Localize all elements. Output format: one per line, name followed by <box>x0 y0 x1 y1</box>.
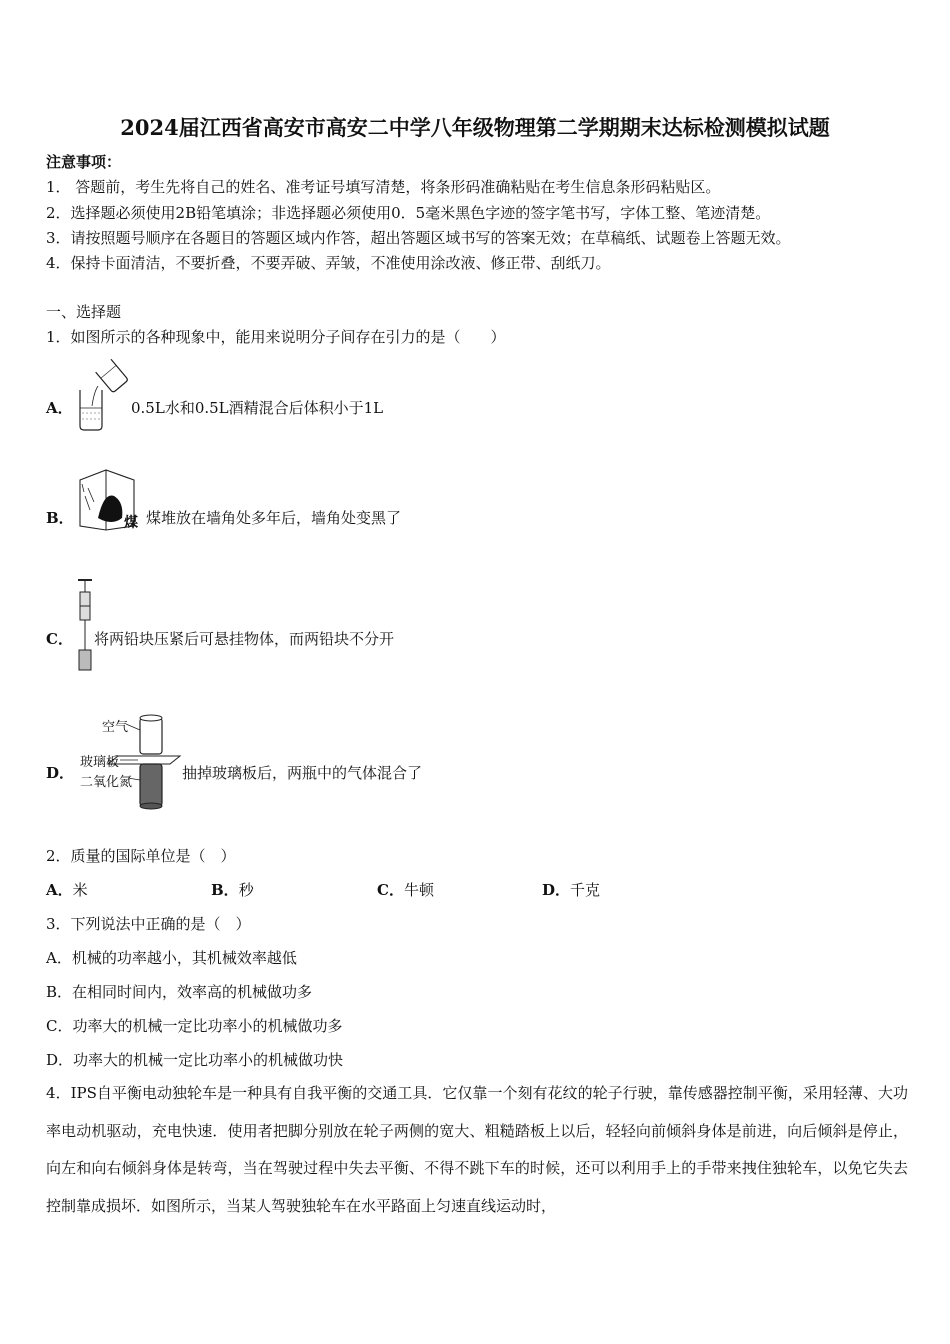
section-heading: 一、选择题 <box>46 303 122 321</box>
q2-option-d-text: 千克 <box>570 881 601 899</box>
notice-item: 1． 答题前，考生先将自己的姓名、准考证号填写清楚，将条形码准确粘贴在考生信息条形码粘贴区。 <box>46 178 721 196</box>
q2-stem: 2．质量的国际单位是（ ） <box>46 847 236 865</box>
coal-label: 煤 <box>124 515 138 531</box>
q2-option-d <box>542 879 600 900</box>
q2-option-c-text: 牛顿 <box>403 881 434 899</box>
notice-item: 3．请按照题号顺序在各题目的答题区域内作答，超出答题区域书写的答案无效；在草稿纸、试题卷上答题无效。 <box>46 229 791 247</box>
q2-option-a-label: A． <box>46 881 73 899</box>
q3-stem: 3．下列说法中正确的是（ ） <box>46 915 251 933</box>
fig-label-glass-plate: 玻璃板 <box>80 755 120 770</box>
q3-option-d: D．功率大的机械一定比功率小的机械做功快 <box>46 1051 344 1069</box>
q3-option-b: B．在相同时间内，效率高的机械做功多 <box>46 983 313 1001</box>
beaker-pouring-figure <box>74 358 134 434</box>
q1-option-b-label: B． <box>46 509 74 527</box>
q1-option-a-label: A． <box>46 399 73 417</box>
q1-option-c-label: C． <box>46 630 73 648</box>
notice-heading: 注意事项： <box>46 153 122 171</box>
q1-option-b-text: 煤堆放在墙角处多年后，墙角处变黑了 <box>146 509 402 527</box>
q2-option-c-label: C． <box>377 881 404 899</box>
q2-option-b <box>211 879 254 900</box>
q2-option-b-label: B． <box>211 881 239 899</box>
q1-stem: 1．如图所示的各种现象中，能用来说明分子间存在引力的是（ ） <box>46 328 506 346</box>
q2-option-a <box>46 879 88 900</box>
q3-option-c: C．功率大的机械一定比功率小的机械做功多 <box>46 1017 343 1035</box>
q2-option-a-text: 米 <box>72 881 88 899</box>
q1-option-d-text: 抽掉玻璃板后，两瓶中的气体混合了 <box>182 764 423 782</box>
q2-option-c <box>377 879 434 900</box>
fig-label-no2: 二氧化氮 <box>80 775 133 790</box>
notice-item: 4．保持卡面清洁，不要折叠，不要弄破、弄皱，不准使用涂改液、修正带、刮纸刀。 <box>46 254 611 272</box>
q2-option-b-text: 秒 <box>238 881 254 899</box>
page-title: 2024届江西省高安市高安二中学八年级物理第二学期期末达标检测模拟试题 <box>120 115 830 140</box>
q1-option-d-label: D． <box>46 764 75 782</box>
q2-option-d-label: D． <box>542 881 571 899</box>
lead-blocks-figure <box>70 578 100 674</box>
q3-option-a: A．机械的功率越小，其机械效率越低 <box>46 949 297 967</box>
q4-text: 4．IPS自平衡电动独轮车是一种具有自我平衡的交通工具．它仅靠一个刻有花纹的轮子行驶，靠传感器控制平衡，采用轻薄、大功率电动机驱动，充电快速．使用者把脚分别放在轮子两侧的宽大、粗糙踏板上以后，轻轻向前倾斜身体是前进，向后倾斜是停止，向左和向右倾斜身体是转弯，当在驾驶过程中失去平衡、不得不跳下车的时候，还可以利用手上的手带来拽住独轮车，以免它失去控制靠成损坏．如图所示，当某人驾驶独轮车在水平路面上匀速直线运动时， <box>46 1084 908 1215</box>
fig-label-air: 空气 <box>102 720 129 735</box>
notice-item: 2．选择题必须使用2B铅笔填涂；非选择题必须使用0．5毫米黑色字迹的签字笔书写，字体工整、笔迹清楚。 <box>46 204 771 222</box>
q1-option-a-text: 0.5L水和0.5L酒精混合后体积小于1L <box>131 399 384 417</box>
q1-option-c-text: 将两铅块压紧后可悬挂物体，而两铅块不分开 <box>94 630 395 648</box>
